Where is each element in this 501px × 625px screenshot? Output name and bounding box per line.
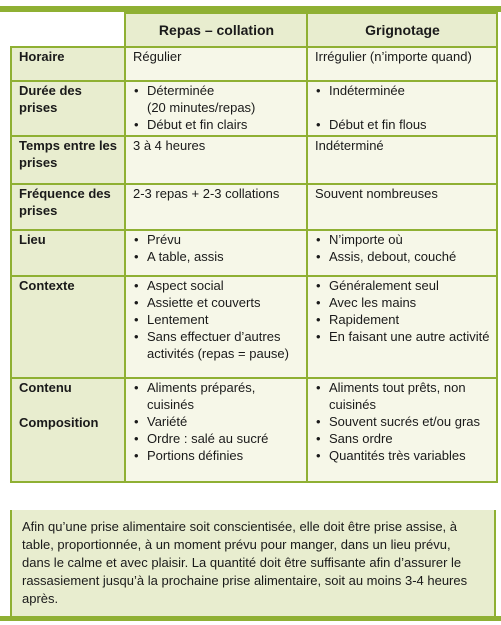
list-item: • Aliments préparés, cuisinés xyxy=(133,379,300,413)
cell-contenu-repas xyxy=(125,378,307,482)
cell-contexte-repas xyxy=(125,276,307,378)
list-item: • Portions définies xyxy=(133,447,300,464)
list-item: • Lentement xyxy=(133,311,300,328)
header-row xyxy=(11,13,497,47)
list-item: • Indéterminée xyxy=(315,82,490,99)
comparison-table xyxy=(10,12,498,483)
list-item: • Début et fin flous xyxy=(315,116,490,133)
row-label-duree: Durée des prises xyxy=(11,81,125,136)
cell-horaire-repas: Régulier xyxy=(125,47,307,81)
cell-duree-repas xyxy=(125,81,307,136)
list-item: (20 minutes/repas) xyxy=(147,100,256,115)
cell-contenu-grignotage xyxy=(307,378,497,482)
list-item: • N’importe où xyxy=(315,231,490,248)
row-label-contenu-text: Contenu xyxy=(19,380,72,395)
list-item: • Assiette et couverts xyxy=(133,294,300,311)
row-duree xyxy=(11,81,497,136)
row-label-frequence: Fréquence des prises xyxy=(11,184,125,230)
cell-contexte-grignotage xyxy=(307,276,497,378)
header-repas-collation: Repas – collation xyxy=(125,13,307,47)
cell-frequence-repas: 2-3 repas + 2-3 collations xyxy=(125,184,307,230)
row-lieu xyxy=(11,230,497,276)
list-item: • Souvent sucrés et/ou gras xyxy=(315,413,490,430)
list-item: • Aliments tout prêts, non cuisinés xyxy=(315,379,490,413)
row-horaire xyxy=(11,47,497,81)
list-item: • Sans ordre xyxy=(315,430,490,447)
cell-duree-grignotage xyxy=(307,81,497,136)
list-item: • Généralement seul xyxy=(315,277,490,294)
bottom-rule xyxy=(0,616,501,621)
list-spacer xyxy=(315,99,490,116)
list-item: • Prévu xyxy=(133,231,300,248)
cell-temps-repas: 3 à 4 heures xyxy=(125,136,307,184)
list-item: • Début et fin clairs xyxy=(133,116,300,133)
row-label-contexte: Contexte xyxy=(11,276,125,378)
cell-lieu-repas xyxy=(125,230,307,276)
list-item: • Déterminée xyxy=(133,82,300,99)
row-label-lieu: Lieu xyxy=(11,230,125,276)
list-item: • Rapidement xyxy=(315,311,490,328)
row-label-temps: Temps entre les prises xyxy=(11,136,125,184)
list-item: • Aspect social xyxy=(133,277,300,294)
list-item: • Sans effectuer d’autres activités (repas = pause) xyxy=(133,328,300,362)
cell-horaire-grignotage: Irrégulier (n’importe quand) xyxy=(307,47,497,81)
cell-frequence-grignotage: Souvent nombreuses xyxy=(307,184,497,230)
row-frequence xyxy=(11,184,497,230)
list-item: • Variété xyxy=(133,413,300,430)
row-label-horaire: Horaire xyxy=(11,47,125,81)
list-item: • Assis, debout, couché xyxy=(315,248,490,265)
list-item: • Ordre : salé au sucré xyxy=(133,430,300,447)
list-item: • A table, assis xyxy=(133,248,300,265)
list-item: • En faisant une autre activité xyxy=(315,328,490,345)
row-temps xyxy=(11,136,497,184)
row-label-contenu xyxy=(11,378,125,482)
summary-note: Afin qu’une prise alimentaire soit conscientisée, elle doit être prise assise, à table, proportionnée, à un moment prévu pour manger, dans un lieu prévu, dans le calme et avec plaisir. La quantité doit être suffisante afin d’assurer le rassasiement jusqu’à la prochaine prise alimentaire, soit au moins 3-4 heures après. xyxy=(10,510,496,616)
list-item: • Avec les mains xyxy=(315,294,490,311)
cell-temps-grignotage: Indéterminé xyxy=(307,136,497,184)
header-corner xyxy=(11,13,125,47)
header-grignotage: Grignotage xyxy=(307,13,497,47)
cell-lieu-grignotage xyxy=(307,230,497,276)
row-label-composition-text: Composition xyxy=(19,415,99,430)
row-contenu xyxy=(11,378,497,482)
list-item: • Quantités très variables xyxy=(315,447,490,464)
row-contexte xyxy=(11,276,497,378)
